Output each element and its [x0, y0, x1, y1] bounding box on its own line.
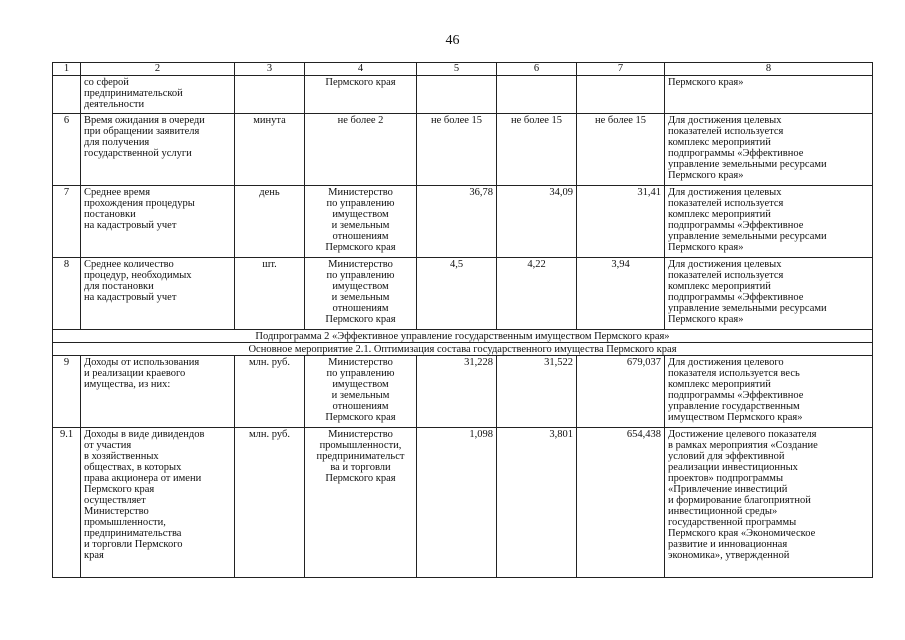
value-col5: 31,228 — [417, 356, 497, 428]
header-row — [53, 63, 873, 76]
value-col7: 3,94 — [577, 258, 665, 330]
row-number: 7 — [53, 186, 81, 258]
indicator-name: Среднее количество процедур, необходимых для постановки на кадастровый учет — [81, 258, 235, 330]
responsible: Министерство промышленности, предпринимательст ва и торговли Пермского края — [305, 428, 417, 578]
value-col6: 3,801 — [497, 428, 577, 578]
indicator-name: Время ожидания в очереди при обращении заявителя для получения государственной услуги — [81, 114, 235, 186]
subprogram-title: Подпрограмма 2 «Эффективное управление государственным имуществом Пермского края» — [53, 330, 873, 343]
value-col7: не более 15 — [577, 114, 665, 186]
table-row — [53, 186, 873, 258]
note: Пермского края» — [665, 76, 873, 114]
table-row — [53, 114, 873, 186]
indicator-name: Доходы в виде дивидендов от участия в хозяйственных обществах, в которых права акционера от имени Пермского края осуществляет Министерство промышленности, предпринимательства и торговли Пермского края — [81, 428, 235, 578]
header-cell: 5 — [417, 63, 497, 76]
note: Достижение целевого показателя в рамках мероприятия «Создание условий для эффективной реализации инвестиционных проектов» подпрограммы «Привлечение инвестиций и формирование благоприятной инвестиционной среды» государственной программы Пермского края «Экономическое развитие и инновационная экономика», утвержденной — [665, 428, 873, 578]
unit: минута — [235, 114, 305, 186]
subprogram-row — [53, 330, 873, 343]
value-col7: 654,438 — [577, 428, 665, 578]
unit: млн. руб. — [235, 428, 305, 578]
value-col7 — [577, 76, 665, 114]
header-cell: 6 — [497, 63, 577, 76]
value-col5: не более 15 — [417, 114, 497, 186]
row-number: 9 — [53, 356, 81, 428]
header-cell: 3 — [235, 63, 305, 76]
row-number: 9.1 — [53, 428, 81, 578]
value-col5: 4,5 — [417, 258, 497, 330]
responsible: не более 2 — [305, 114, 417, 186]
table-row — [53, 428, 873, 578]
value-col6: не более 15 — [497, 114, 577, 186]
table-row — [53, 356, 873, 428]
indicators-table — [52, 62, 873, 578]
note: Для достижения целевых показателей используется комплекс мероприятий подпрограммы «Эффективное управление земельными ресурсами Пермского края» — [665, 114, 873, 186]
header-cell: 8 — [665, 63, 873, 76]
row-number: 8 — [53, 258, 81, 330]
value-col5: 1,098 — [417, 428, 497, 578]
unit: день — [235, 186, 305, 258]
header-cell: 7 — [577, 63, 665, 76]
responsible: Министерство по управлению имуществом и земельным отношениям Пермского края — [305, 258, 417, 330]
value-col5 — [417, 76, 497, 114]
unit: млн. руб. — [235, 356, 305, 428]
main-activity-row — [53, 343, 873, 356]
table-row — [53, 76, 873, 114]
row-number — [53, 76, 81, 114]
value-col7: 31,41 — [577, 186, 665, 258]
unit: шт. — [235, 258, 305, 330]
indicator-name: Среднее время прохождения процедуры постановки на кадастровый учет — [81, 186, 235, 258]
value-col6: 31,522 — [497, 356, 577, 428]
table-row — [53, 258, 873, 330]
responsible: Пермского края — [305, 76, 417, 114]
header-cell: 4 — [305, 63, 417, 76]
header-cell: 1 — [53, 63, 81, 76]
page-number: 46 — [445, 33, 460, 48]
header-cell: 2 — [81, 63, 235, 76]
indicator-name: Доходы от использования и реализации краевого имущества, из них: — [81, 356, 235, 428]
value-col5: 36,78 — [417, 186, 497, 258]
indicator-name: со сферой предпринимательской деятельности — [81, 76, 235, 114]
row-number: 6 — [53, 114, 81, 186]
value-col6 — [497, 76, 577, 114]
value-col7: 679,037 — [577, 356, 665, 428]
main-activity-title: Основное мероприятие 2.1. Оптимизация состава государственного имущества Пермского края — [53, 343, 873, 356]
note: Для достижения целевых показателей используется комплекс мероприятий подпрограммы «Эффективное управление земельными ресурсами Пермского края» — [665, 258, 873, 330]
value-col6: 4,22 — [497, 258, 577, 330]
note: Для достижения целевых показателей используется комплекс мероприятий подпрограммы «Эффективное управление земельными ресурсами Пермского края» — [665, 186, 873, 258]
value-col6: 34,09 — [497, 186, 577, 258]
responsible: Министерство по управлению имуществом и земельным отношениям Пермского края — [305, 356, 417, 428]
note: Для достижения целевого показателя используется весь комплекс мероприятий подпрограммы «Эффективное управление государственным имуществом Пермского края» — [665, 356, 873, 428]
unit — [235, 76, 305, 114]
responsible: Министерство по управлению имуществом и земельным отношениям Пермского края — [305, 186, 417, 258]
